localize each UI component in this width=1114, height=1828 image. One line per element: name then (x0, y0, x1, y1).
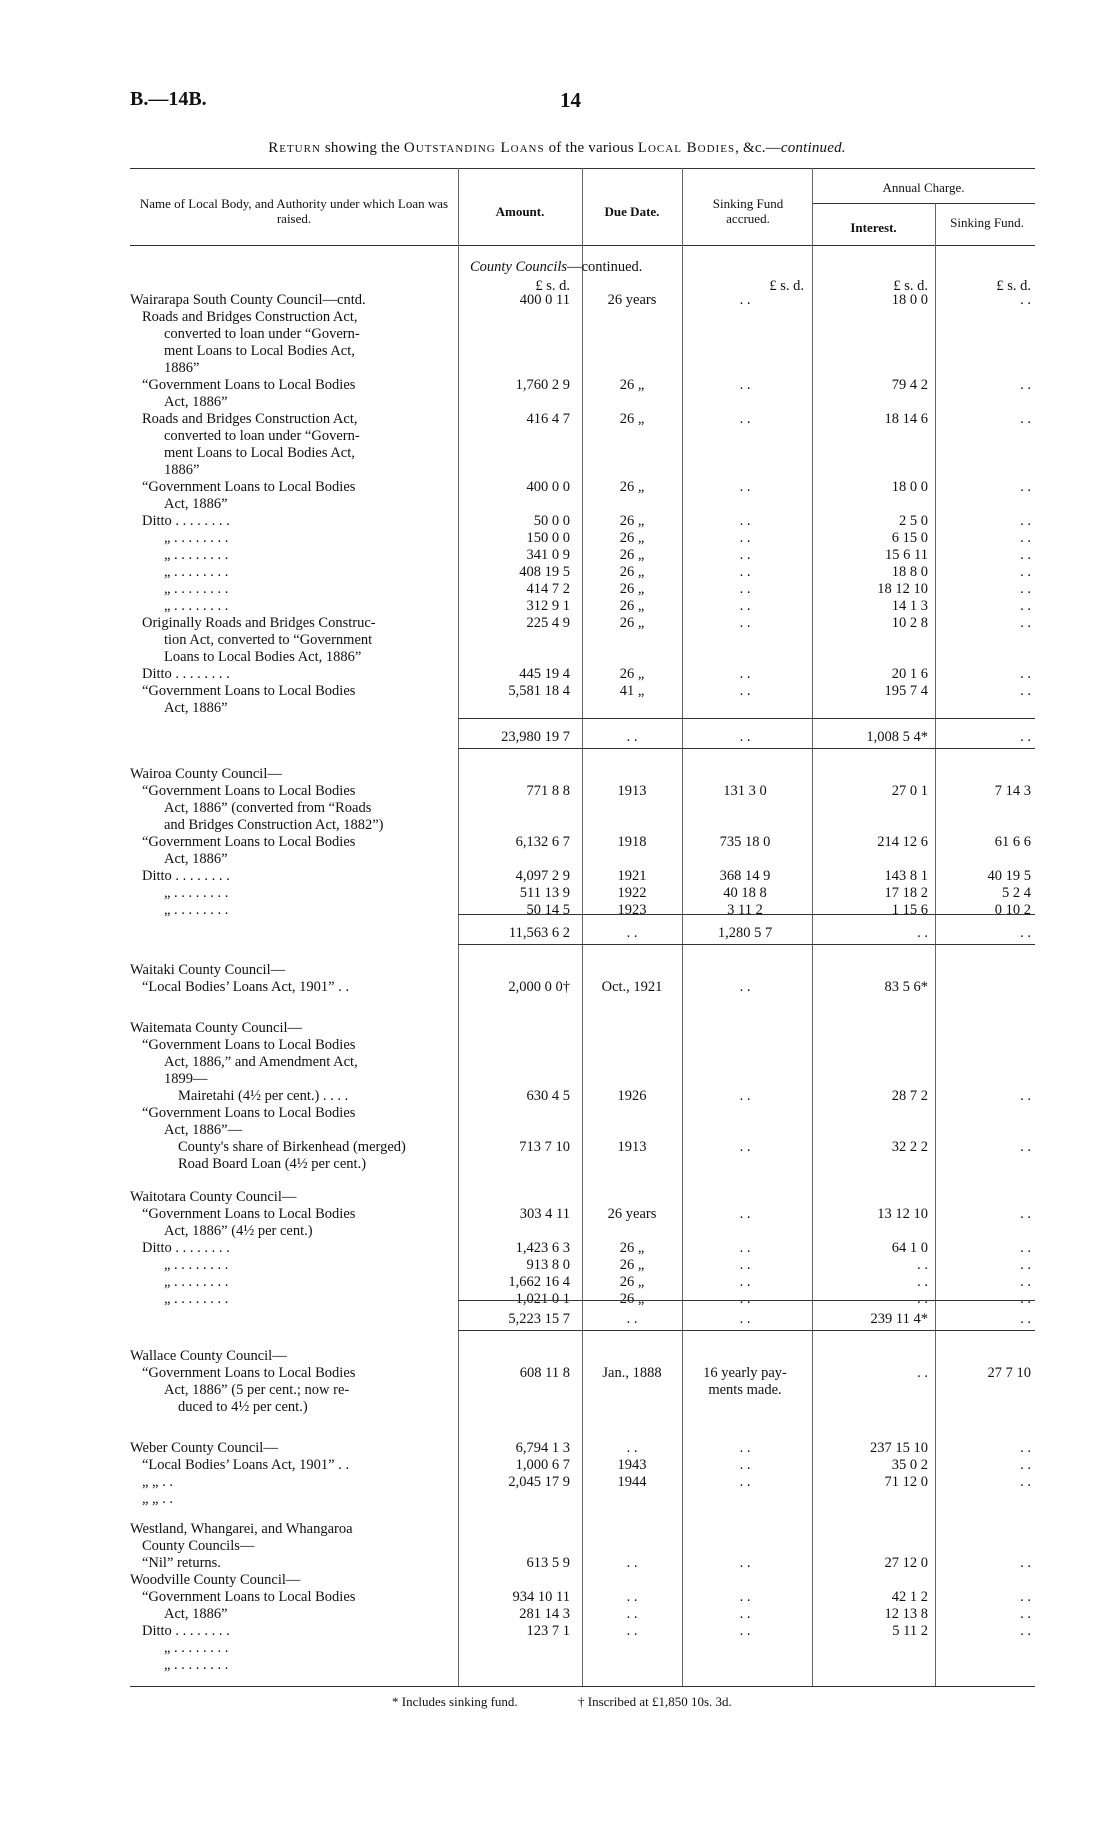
cell-amount: 608 11 8 (519, 1365, 570, 1381)
cell-sink: . . (739, 411, 751, 427)
cell-interest: 71 12 0 (884, 1474, 928, 1490)
cell-fund: . . (1020, 1291, 1031, 1307)
cell-fund: . . (1020, 1240, 1031, 1256)
description-line: Act, 1886” (5 per cent.; now re- (164, 1382, 350, 1398)
section-heading (470, 259, 642, 276)
cell-sink: 735 18 0 (719, 834, 771, 850)
column-header-sinking-accrued: Sinking Fund accrued. (712, 196, 784, 226)
cell-fund: . . (1020, 547, 1031, 563)
cell-interest: 12 13 8 (884, 1606, 928, 1622)
cell-fund: . . (1020, 666, 1031, 682)
total-rule-waitotara (458, 1300, 1035, 1301)
description-line: ment Loans to Local Bodies Act, (164, 343, 355, 359)
page-number: 14 (560, 88, 581, 112)
cell-due: . . (626, 729, 638, 745)
cell-amount: 281 14 3 (519, 1606, 570, 1622)
table-title (0, 140, 1114, 157)
cell-due: . . (626, 1606, 638, 1622)
cell-interest: 79 4 2 (891, 377, 928, 393)
cell-interest: 27 12 0 (884, 1555, 928, 1571)
description-line: „ . . . . . . . . (164, 885, 229, 901)
cell-due: 1913 (617, 1139, 647, 1155)
description-line: „ . . . . . . . . (164, 1640, 229, 1656)
cell-interest: 32 2 2 (891, 1139, 928, 1155)
cell-due: 1918 (617, 834, 647, 850)
cell-amount: 416 4 7 (526, 411, 570, 427)
cell-interest: 18 0 0 (891, 479, 928, 495)
description-line: “Government Loans to Local Bodies (142, 1206, 356, 1222)
cell-interest: . . (917, 1365, 928, 1381)
cell-sink: . . (739, 1623, 751, 1639)
cell-due: 26 „ (619, 479, 645, 495)
cell-sink: . . (739, 979, 751, 995)
description-line: „ . . . . . . . . (164, 1657, 229, 1673)
description-line: „ . . . . . . . . (164, 564, 229, 580)
description-line: Mairetahi (4½ per cent.) . . . . (178, 1088, 349, 1104)
description-line: and Bridges Construction Act, 1882”) (164, 817, 384, 833)
cell-sink: . . (739, 1088, 751, 1104)
cell-interest: 18 0 0 (891, 292, 928, 308)
description-line: “Government Loans to Local Bodies (142, 1105, 356, 1121)
cell-sink: . . (739, 564, 751, 580)
cell-interest: 2 5 0 (899, 513, 928, 529)
description-line: Act, 1886” (4½ per cent.) (164, 1223, 313, 1239)
cell-due: 1923 (617, 902, 647, 918)
description-line: County's share of Birkenhead (merged) (178, 1139, 406, 1155)
description-line: “Government Loans to Local Bodies (142, 1589, 356, 1605)
cell-sink: . . (739, 1311, 751, 1327)
cell-amount: 4,097 2 9 (515, 868, 570, 884)
cell-sink: . . (739, 598, 751, 614)
cell-due: 1926 (617, 1088, 647, 1104)
cell-due: 26 „ (619, 666, 645, 682)
title-return: Return (268, 140, 321, 156)
cell-amount: 771 8 8 (526, 783, 570, 799)
description-line: Woodville County Council— (130, 1572, 301, 1588)
cell-fund: . . (1020, 729, 1031, 745)
cell-due: 26 „ (619, 1274, 645, 1290)
cell-amount: 613 5 9 (526, 1555, 570, 1571)
description-line: Wallace County Council— (130, 1348, 287, 1364)
cell-fund: . . (1020, 925, 1031, 941)
cell-sink: . . (739, 530, 751, 546)
cell-due: . . (626, 1589, 638, 1605)
cell-interest: 42 1 2 (891, 1589, 928, 1605)
cell-due: 26 „ (619, 1240, 645, 1256)
cell-amount: 6,794 1 3 (515, 1440, 570, 1456)
description-line: 1899— (164, 1071, 208, 1087)
footnote-inscribed: † Inscribed at £1,850 10s. 3d. (578, 1694, 732, 1709)
description-line: „ . . . . . . . . (164, 902, 229, 918)
description-line: “Government Loans to Local Bodies (142, 1365, 356, 1381)
cell-due: 26 „ (619, 615, 645, 631)
description-line: tion Act, converted to “Government (164, 632, 373, 648)
cell-fund: . . (1020, 1555, 1031, 1571)
column-header-annual-charge: Annual Charge. (882, 180, 965, 195)
cell-interest: . . (917, 925, 928, 941)
description-line: “Government Loans to Local Bodies (142, 479, 356, 495)
cell-fund: 27 7 10 (987, 1365, 1031, 1381)
column-header-due-date: Due Date. (604, 204, 660, 219)
cell-fund: . . (1020, 1589, 1031, 1605)
description-line: Act, 1886” (164, 1606, 228, 1622)
description-line: Act, 1886,” and Amendment Act, (164, 1054, 358, 1070)
description-line: 1886” (164, 462, 200, 478)
description-line: “Government Loans to Local Bodies (142, 377, 356, 393)
cell-sink: . . (739, 683, 751, 699)
cell-interest: 15 6 11 (885, 547, 928, 563)
cell-due: 41 „ (619, 683, 645, 699)
description-line: Ditto . . . . . . . . (142, 513, 230, 529)
cell-interest: 83 5 6* (884, 979, 928, 995)
cell-interest: 28 7 2 (891, 1088, 928, 1104)
cell-sink: 1,280 5 7 (717, 925, 773, 941)
description-line: Roads and Bridges Construction Act, (142, 411, 358, 427)
cell-amount: 23,980 19 7 (501, 729, 570, 745)
cell-fund: . . (1020, 377, 1031, 393)
description-line: County Councils— (142, 1538, 255, 1554)
description-line: „ . . . . . . . . (164, 1257, 229, 1273)
cell-fund: . . (1020, 1606, 1031, 1622)
cell-due: 26 „ (619, 1291, 645, 1307)
description-line: „ . . . . . . . . (164, 547, 229, 563)
total-rule-waitotara-bottom (458, 1330, 1035, 1331)
description-line: Act, 1886” (164, 394, 228, 410)
cell-sink: . . (739, 1606, 751, 1622)
description-line: Ditto . . . . . . . . (142, 1240, 230, 1256)
cell-sink: . . (739, 1206, 751, 1222)
description-line: Road Board Loan (4½ per cent.) (178, 1156, 367, 1172)
cell-due: 26 „ (619, 377, 645, 393)
column-header-interest: Interest. (850, 220, 897, 235)
cell-fund: . . (1020, 292, 1031, 308)
cell-due: . . (626, 1623, 638, 1639)
cell-amount: 225 4 9 (526, 615, 570, 631)
cell-interest: 64 1 0 (891, 1240, 928, 1256)
description-line: Westland, Whangarei, and Whangaroa (130, 1521, 353, 1537)
currency-header-sinking: £ s. d. (769, 278, 804, 294)
cell-interest: 6 15 0 (891, 530, 928, 546)
cell-sink: ments made. (708, 1382, 782, 1398)
cell-interest: 195 7 4 (884, 683, 928, 699)
cell-amount: 6,132 6 7 (515, 834, 570, 850)
cell-amount: 303 4 11 (519, 1206, 570, 1222)
column-header-amount: Amount. (495, 204, 545, 219)
cell-due: 1943 (617, 1457, 647, 1473)
description-line: Act, 1886”— (164, 1122, 243, 1138)
description-line: Waitaki County Council— (130, 962, 286, 978)
description-line: ment Loans to Local Bodies Act, (164, 445, 355, 461)
description-line: “Government Loans to Local Bodies (142, 683, 356, 699)
cell-amount: 150 0 0 (526, 530, 570, 546)
document-reference: B.—14B. (130, 88, 207, 110)
cell-amount: 934 10 11 (512, 1589, 570, 1605)
cell-fund: . . (1020, 1457, 1031, 1473)
description-line: „ „ . . (142, 1474, 173, 1490)
cell-interest: 1 15 6 (891, 902, 928, 918)
cell-interest: 239 11 4* (870, 1311, 928, 1327)
currency-header-amount: £ s. d. (535, 278, 570, 294)
cell-amount: 913 8 0 (526, 1257, 570, 1273)
cell-sink: . . (739, 547, 751, 563)
section-heading-rest: —continued. (567, 259, 643, 275)
cell-sink: 16 yearly pay- (703, 1365, 787, 1381)
description-line: „ . . . . . . . . (164, 598, 229, 614)
column-divider-interest (812, 168, 813, 1686)
cell-sink: 40 18 8 (723, 885, 767, 901)
currency-header-fund: £ s. d. (996, 278, 1031, 294)
description-line: Weber County Council— (130, 1440, 278, 1456)
cell-due: 26 „ (619, 1257, 645, 1273)
description-line: Originally Roads and Bridges Construc- (142, 615, 376, 631)
cell-interest: 18 14 6 (884, 411, 928, 427)
description-line: „ . . . . . . . . (164, 1291, 229, 1307)
cell-interest: 13 12 10 (877, 1206, 928, 1222)
cell-amount: 11,563 6 2 (508, 925, 570, 941)
cell-interest: 35 0 2 (891, 1457, 928, 1473)
cell-fund: . . (1020, 564, 1031, 580)
cell-interest: 20 1 6 (891, 666, 928, 682)
cell-sink: . . (739, 1440, 751, 1456)
cell-due: . . (626, 1555, 638, 1571)
cell-amount: 5,223 15 7 (508, 1311, 570, 1327)
description-line: „ . . . . . . . . (164, 530, 229, 546)
annual-charge-rule (812, 203, 1035, 204)
column-divider-amount (458, 168, 459, 1686)
title-outstanding: Outstanding Loans (403, 140, 545, 156)
cell-interest: 143 8 1 (884, 868, 928, 884)
cell-amount: 400 0 11 (519, 292, 570, 308)
cell-amount: 2,045 17 9 (508, 1474, 570, 1490)
cell-sink: . . (739, 1291, 751, 1307)
cell-fund: . . (1020, 1257, 1031, 1273)
cell-fund: . . (1020, 530, 1031, 546)
description-line: converted to loan under “Govern- (164, 428, 360, 444)
cell-fund: . . (1020, 1088, 1031, 1104)
cell-sink: . . (739, 1274, 751, 1290)
cell-due: 1921 (617, 868, 647, 884)
cell-fund: . . (1020, 411, 1031, 427)
cell-sink: . . (739, 1240, 751, 1256)
cell-sink: . . (739, 1457, 751, 1473)
cell-fund: . . (1020, 1474, 1031, 1490)
cell-due: 1913 (617, 783, 647, 799)
cell-fund: . . (1020, 1623, 1031, 1639)
cell-interest: . . (917, 1257, 928, 1273)
cell-due: . . (626, 925, 638, 941)
cell-fund: . . (1020, 1139, 1031, 1155)
cell-due: 26 „ (619, 598, 645, 614)
cell-sink: . . (739, 1139, 751, 1155)
cell-amount: 5,581 18 4 (508, 683, 570, 699)
cell-fund: . . (1020, 1274, 1031, 1290)
cell-interest: 237 15 10 (870, 1440, 928, 1456)
cell-amount: 1,662 16 4 (508, 1274, 570, 1290)
cell-due: 26 „ (619, 411, 645, 427)
cell-fund: . . (1020, 581, 1031, 597)
cell-sink: . . (739, 729, 751, 745)
cell-fund: 40 19 5 (987, 868, 1031, 884)
cell-sink: . . (739, 292, 751, 308)
cell-sink: 131 3 0 (723, 783, 767, 799)
cell-fund: . . (1020, 615, 1031, 631)
description-line: “Government Loans to Local Bodies (142, 834, 356, 850)
cell-sink: . . (739, 479, 751, 495)
cell-sink: . . (739, 1474, 751, 1490)
cell-sink: 3 11 2 (727, 902, 763, 918)
title-bodies: Local Bodies (637, 140, 736, 156)
description-line: Ditto . . . . . . . . (142, 868, 230, 884)
title-mid-1: showing the (320, 140, 404, 156)
cell-due: 1944 (617, 1474, 647, 1490)
description-line: Ditto . . . . . . . . (142, 666, 230, 682)
cell-amount: 511 13 9 (519, 885, 570, 901)
cell-amount: 630 4 5 (526, 1088, 570, 1104)
cell-due: 26 „ (619, 581, 645, 597)
cell-amount: 1,423 6 3 (515, 1240, 570, 1256)
cell-fund: 7 14 3 (994, 783, 1031, 799)
cell-amount: 713 7 10 (519, 1139, 570, 1155)
cell-interest: 14 1 3 (891, 598, 928, 614)
description-line: Act, 1886” (164, 851, 228, 867)
cell-interest: 10 2 8 (891, 615, 928, 631)
description-line: Loans to Local Bodies Act, 1886” (164, 649, 362, 665)
cell-amount: 408 19 5 (519, 564, 570, 580)
title-continued: continued. (780, 140, 846, 156)
cell-due: 26 „ (619, 564, 645, 580)
description-line: Ditto . . . . . . . . (142, 1623, 230, 1639)
cell-due: 1922 (617, 885, 647, 901)
cell-interest: . . (917, 1291, 928, 1307)
cell-fund: . . (1020, 479, 1031, 495)
cell-sink: . . (739, 513, 751, 529)
total-rule-wairarapa-bottom (458, 748, 1035, 749)
cell-sink: . . (739, 1257, 751, 1273)
description-line: “Government Loans to Local Bodies (142, 1037, 356, 1053)
cell-sink: . . (739, 1589, 751, 1605)
description-line: Act, 1886” (converted from “Roads (164, 800, 372, 816)
title-end: , &c.— (735, 140, 781, 156)
cell-amount: 445 19 4 (519, 666, 570, 682)
description-line: „ „ . . (142, 1491, 173, 1507)
cell-amount: 1,760 2 9 (515, 377, 570, 393)
cell-sink: . . (739, 377, 751, 393)
cell-fund: 61 6 6 (994, 834, 1031, 850)
cell-due: 26 „ (619, 530, 645, 546)
cell-fund: . . (1020, 598, 1031, 614)
description-line: “Local Bodies’ Loans Act, 1901” . . (142, 979, 350, 995)
description-line: 1886” (164, 360, 200, 376)
cell-amount: 50 14 5 (526, 902, 570, 918)
cell-due: 26 „ (619, 547, 645, 563)
cell-interest: 214 12 6 (877, 834, 928, 850)
table-bottom-rule (130, 1686, 1035, 1687)
cell-fund: . . (1020, 1440, 1031, 1456)
total-rule-wairarapa (458, 718, 1035, 719)
description-line: Wairarapa South County Council—cntd. (130, 292, 366, 308)
cell-fund: 0 10 2 (994, 902, 1031, 918)
cell-amount: 1,021 0 1 (515, 1291, 570, 1307)
total-rule-wairoa (458, 914, 1035, 915)
cell-fund: . . (1020, 513, 1031, 529)
cell-due: . . (626, 1311, 638, 1327)
cell-amount: 50 0 0 (533, 513, 570, 529)
title-mid-2: of the various (544, 140, 638, 156)
cell-amount: 400 0 0 (526, 479, 570, 495)
cell-fund: 5 2 4 (1002, 885, 1031, 901)
cell-amount: 2,000 0 0† (508, 979, 570, 995)
cell-interest: 5 11 2 (892, 1623, 928, 1639)
cell-fund: . . (1020, 1311, 1031, 1327)
column-header-sinking-fund: Sinking Fund. (950, 215, 1024, 230)
cell-sink: 368 14 9 (719, 868, 771, 884)
cell-due: 26 years (607, 292, 657, 308)
cell-amount: 341 0 9 (526, 547, 570, 563)
description-line: Wairoa County Council— (130, 766, 282, 782)
description-line: Roads and Bridges Construction Act, (142, 309, 358, 325)
footnote-sinking-fund: * Includes sinking fund. (392, 1694, 518, 1709)
column-divider-due (582, 168, 583, 1686)
description-line: duced to 4½ per cent.) (178, 1399, 308, 1415)
cell-sink: . . (739, 581, 751, 597)
cell-sink: . . (739, 1555, 751, 1571)
cell-due: . . (626, 1440, 638, 1456)
cell-fund: . . (1020, 1206, 1031, 1222)
cell-interest: . . (917, 1274, 928, 1290)
cell-due: 26 „ (619, 513, 645, 529)
cell-amount: 312 9 1 (526, 598, 570, 614)
description-line: Waitemata County Council— (130, 1020, 302, 1036)
cell-interest: 1,008 5 4* (866, 729, 928, 745)
description-line: “Local Bodies’ Loans Act, 1901” . . (142, 1457, 350, 1473)
cell-interest: 18 8 0 (891, 564, 928, 580)
column-divider-sinking (682, 168, 683, 1686)
description-line: Waitotara County Council— (130, 1189, 297, 1205)
currency-header-interest: £ s. d. (893, 278, 928, 294)
cell-due: Jan., 1888 (602, 1365, 662, 1381)
description-line: Act, 1886” (164, 496, 228, 512)
cell-sink: . . (739, 666, 751, 682)
cell-amount: 414 7 2 (526, 581, 570, 597)
column-header-name: Name of Local Body, and Authority under which Loan was raised. (139, 196, 449, 226)
cell-fund: . . (1020, 683, 1031, 699)
total-rule-wairoa-bottom (458, 944, 1035, 945)
cell-interest: 17 18 2 (884, 885, 928, 901)
description-line: „ . . . . . . . . (164, 581, 229, 597)
cell-due: Oct., 1921 (601, 979, 663, 995)
cell-interest: 27 0 1 (891, 783, 928, 799)
description-line: “Government Loans to Local Bodies (142, 783, 356, 799)
cell-amount: 123 7 1 (526, 1623, 570, 1639)
description-line: Act, 1886” (164, 700, 228, 716)
cell-interest: 18 12 10 (877, 581, 928, 597)
cell-amount: 1,000 6 7 (515, 1457, 570, 1473)
cell-sink: . . (739, 615, 751, 631)
cell-due: 26 years (607, 1206, 657, 1222)
section-heading-italic: County Councils (470, 259, 568, 275)
description-line: “Nil” returns. (142, 1555, 221, 1571)
description-line: converted to loan under “Govern- (164, 326, 360, 342)
description-line: „ . . . . . . . . (164, 1274, 229, 1290)
